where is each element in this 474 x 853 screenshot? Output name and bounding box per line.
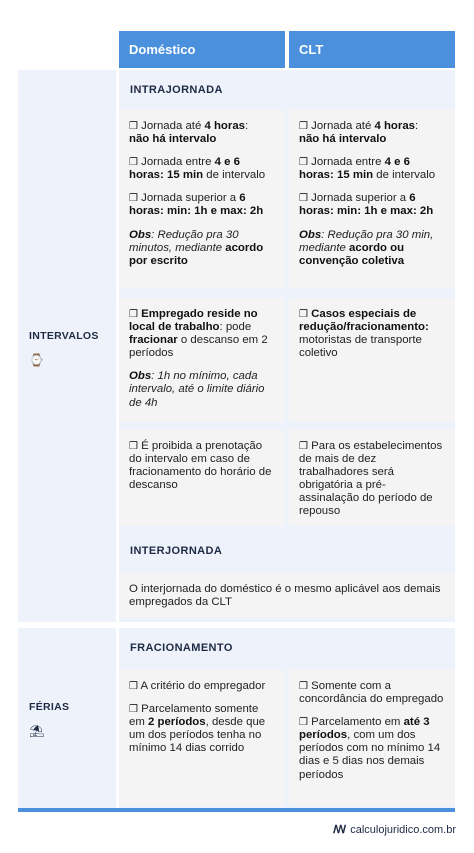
- cell-casos-especiais-clt: ❒ Casos especiais de redução/fracionamento: motoristas de transporte coletivo: [289, 298, 455, 422]
- checkbox-icon: ❒: [129, 157, 138, 169]
- checkbox-icon: ❒: [129, 704, 138, 716]
- checkbox-icon: ❒: [299, 121, 308, 132]
- checkbox-icon: ❒: [129, 441, 138, 452]
- stopwatch-icon: ⌚: [29, 353, 44, 367]
- checkbox-icon: ❒: [299, 717, 308, 729]
- checkbox-icon: ❒: [299, 309, 308, 320]
- checkbox-icon: ❒: [129, 681, 138, 692]
- cell-intrajornada-domestico: ❒ Jornada até 4 horas: não há intervalo ❒ Jornada entre 4 e 6 horas: 15 min de intervalo ❒ Jornada superior a 6 horas: min: 1h e max: 2h Obs: Redução pra 30 minutos, mediante acordo por escrito: [119, 110, 285, 288]
- checkbox-icon: ❒: [299, 441, 308, 452]
- checkbox-icon: ❒: [129, 121, 138, 132]
- column-header-clt: CLT: [289, 31, 455, 68]
- checkbox-icon: ❒: [129, 309, 138, 320]
- cell-fracionamento-intervalo-domestico: ❒ Empregado reside no local de trabalho: pode fracionar o descanso em 2 períodos Obs: 1h no mínimo, cada intervalo, até o limite diário de 4h: [119, 298, 285, 422]
- cell-interjornada: O interjornada do doméstico é o mesmo aplicável aos demais empregados da CLT: [119, 573, 455, 617]
- row-label-text: INTERVALOS: [29, 330, 99, 342]
- footer-site-link[interactable]: calculojuridico.com.br: [350, 823, 456, 836]
- section-title-interjornada: INTERJORNADA: [130, 545, 223, 557]
- row-label-intervalos: [18, 70, 116, 622]
- cell-pre-assinalacao-clt: ❒ Para os estabelecimentos de mais de dez trabalhadores será obrigatória a pré-assinalação do período de repouso: [289, 430, 455, 526]
- cell-ferias-domestico: ❒ A critério do empregador ❒ Parcelamento somente em 2 períodos, desde que um dos períodos tenha no mínimo 14 dias corrido: [119, 670, 285, 806]
- checkbox-icon: ❒: [299, 681, 308, 692]
- cell-prenotacao-domestico: ❒ É proibida a prenotação do intervalo em caso de fracionamento do horário de descanso: [119, 430, 285, 526]
- section-title-intrajornada: INTRAJORNADA: [130, 84, 223, 96]
- beach-umbrella-icon: ⛱: [29, 724, 45, 738]
- row-label-ferias: [18, 628, 116, 808]
- cell-intrajornada-clt: ❒ Jornada até 4 horas: não há intervalo ❒ Jornada entre 4 e 6 horas: 15 min de intervalo ❒ Jornada superior a 6 horas: min: 1h e max: 2h Obs: Redução pra 30 min, mediante acordo ou convenção coletiva: [289, 110, 455, 288]
- calculo-juridico-logo-icon: ꟿ: [333, 824, 347, 836]
- row-label-text: FÉRIAS: [29, 701, 70, 713]
- cell-ferias-clt: ❒ Somente com a concordância do empregado ❒ Parcelamento em até 3 períodos, com um dos períodos com no mínimo 14 dias e 5 dias nos demais períodos: [289, 670, 455, 806]
- footer: [333, 823, 456, 836]
- checkbox-icon: ❒: [299, 193, 308, 205]
- checkbox-icon: ❒: [299, 157, 308, 169]
- checkbox-icon: ❒: [129, 193, 138, 205]
- column-header-domestico: Doméstico: [119, 31, 285, 68]
- section-title-fracionamento: FRACIONAMENTO: [130, 642, 233, 654]
- bottom-accent-bar: [18, 808, 455, 812]
